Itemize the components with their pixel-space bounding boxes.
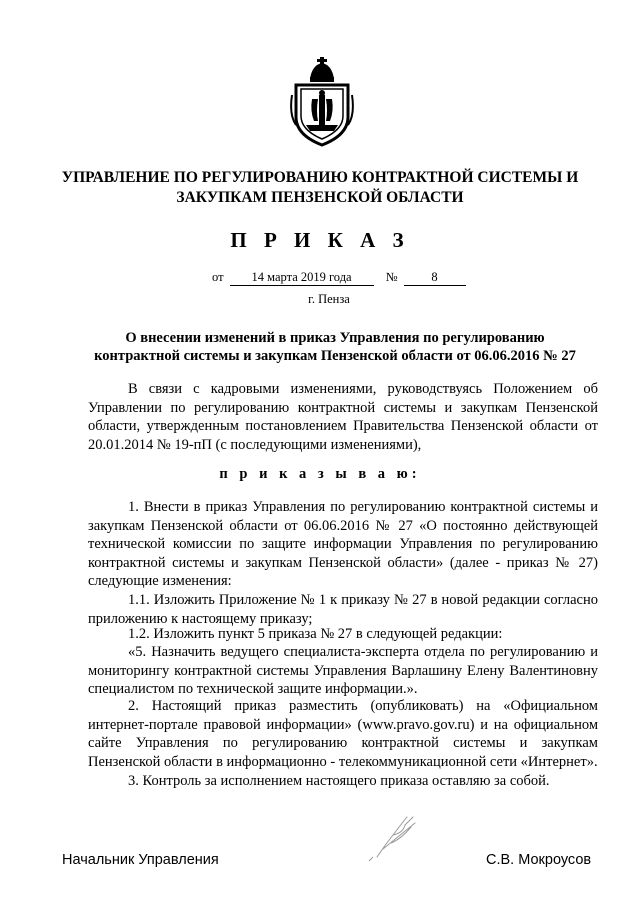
organization-name: УПРАВЛЕНИЕ ПО РЕГУЛИРОВАНИЮ КОНТРАКТНОЙ СИСТЕМЫ И ЗАКУПКАМ ПЕНЗЕНСКОЙ ОБЛАСТИ [61,169,579,206]
document-city: г. Пенза [308,292,350,306]
document-type-title: П Р И К А З [230,228,410,252]
item-1-1-paragraph: 1.1. Изложить Приложение № 1 к приказу № 27 в новой редакции согласно приложению к настоящему приказу; [88,592,598,627]
handwritten-signature [363,805,443,865]
document-date: 14 марта 2019 года [230,270,374,286]
order-heading: п р и к а з ы в а ю: [219,466,421,482]
document-number: 8 [404,270,466,286]
intro-paragraph: В связи с кадровыми изменениями, руководствуясь Положением об Управлении по регулированию контрактной системы и закупкам Пензенской области, утвержденным постановлением Правительства Пензенской области от 20.01.2014 № 19-пП (с последующими изменениями), [88,381,598,453]
item-1-2-paragraph: 1.2. Изложить пункт 5 приказа № 27 в следующей редакции: [128,626,503,642]
item-2-paragraph: 2. Настоящий приказ разместить (опубликовать) на «Официальном интернет-портале правовой информации» (www.pravo.gov.ru) и на официальном сайте Управления по регулированию контрактной системы и закупкам Пензенской области в информационно - телекоммуникационной сети «Интернет». [88,698,598,770]
document-meta [212,270,466,286]
signatory-title: Начальник Управления [62,852,219,868]
item-5-quote-paragraph: «5. Назначить ведущего специалиста-эксперта отдела по регулированию и мониторингу контрактной системы Управления Варлашину Елену Валентиновну специалистом по технической защите информации.». [88,644,598,697]
item-3-paragraph: 3. Контроль за исполнением настоящего приказа оставляю за собой. [128,773,550,789]
number-sign: № [385,270,398,284]
signatory-name: С.В. Мокроусов [486,852,592,868]
date-prefix: от [212,270,224,284]
item-1-paragraph: 1. Внести в приказ Управления по регулированию контрактной системы и закупкам Пензенской области от 06.06.2016 № 27 «О постоянно действующей технической комиссии по защите информации Управления по регулированию контрактной системы и закупкам Пензенской области» (далее - приказ № 27) следующие изменения: [88,499,598,589]
coat-of-arms-icon [290,55,354,147]
document-subject: О внесении изменений в приказ Управления по регулированию контрактной системы и закупкам Пензенской области от 06.06.2016 № 27 [94,330,576,364]
